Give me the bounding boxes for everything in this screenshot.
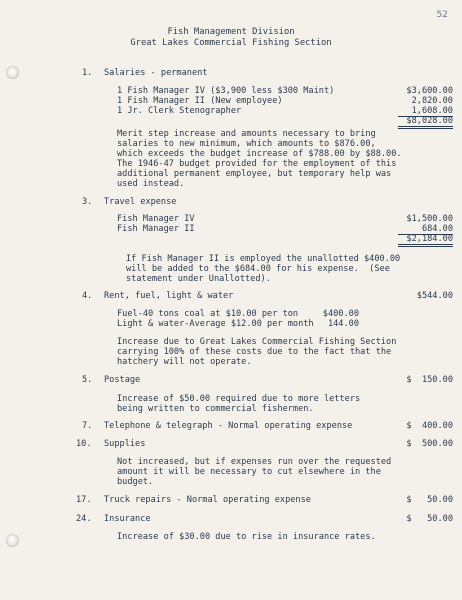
section-17-title: Truck repairs - Normal operating expense [104,495,311,505]
header-division: Fish Management Division [167,27,295,37]
section-5-amount: $ 150.00 [406,375,453,385]
s1-note-line: Merit step increase and amounts necessary to bring [117,129,376,139]
s1-note-line: additional permanent employee, but temporary help was [117,169,392,179]
section-17-amount: $ 50.00 [406,495,453,505]
section-10-amount: $ 500.00 [406,439,453,449]
section-1-number: 1. [82,68,93,78]
s10-note-line: budget. [117,477,154,487]
section-10-number: 10. [76,439,92,449]
s24-note-line: Increase of $30.00 due to rise in insurance rates. [117,532,376,542]
s4-note-line: Increase due to Great Lakes Commercial Fishing Section [117,337,397,347]
s3-total: $2,184.00 [398,234,453,247]
section-3-title: Travel expense [104,197,177,207]
section-7-number: 7. [82,421,93,431]
s5-note-line: being written to commercial fishermen. [117,404,314,414]
s3-item-label: Fish Manager II [117,224,195,234]
s4-item-amount: $400.00 [322,309,359,319]
section-5-title: Postage [104,375,141,385]
s3-note-line: will be added to the $684.00 for his expense. (See [126,264,390,274]
s1-item-amount: $3,600.00 [406,86,453,96]
section-3-number: 3. [82,197,93,207]
s1-total: $8,028.00 [398,116,453,129]
s1-item-label: 1 Fish Manager II (New employee) [117,96,283,106]
s1-item-amount: 1,608.00 [398,106,453,117]
s3-item-amount: $1,500.00 [406,214,453,224]
s1-item-amount: 2,820.00 [411,96,453,106]
page-number: 52 [436,10,448,20]
section-4-title: Rent, fuel, light & water [104,291,234,301]
s4-item-label: Fuel-40 tons coal at $10.00 per ton [117,309,299,319]
s10-note-line: Not increased, but if expenses run over the requested [117,457,392,467]
section-24-title: Insurance [104,514,151,524]
section-24-amount: $ 50.00 [406,514,453,524]
s1-note-line: The 1946-47 budget provided for the employment of this [117,159,397,169]
s5-note-line: Increase of $50.00 required due to more letters [117,394,361,404]
punch-hole [6,534,19,547]
s4-item-label: Light & water-Average $12.00 per month [117,319,314,329]
s1-item-label: 1 Jr. Clerk Stenographer [117,106,242,116]
punch-hole [6,66,19,79]
section-10-title: Supplies [104,439,146,449]
s10-note-line: amount it will be necessary to cut elsewhere in the [117,467,381,477]
section-7-title: Telephone & telegraph - Normal operating expense [104,421,353,431]
section-4-number: 4. [82,291,93,301]
s4-note-line: hatchery will not operate. [117,357,252,367]
s4-note-line: carrying 100% of these costs due to the fact that the [117,347,392,357]
section-24-number: 24. [76,514,92,524]
section-17-number: 17. [76,495,92,505]
section-4-amount: $544.00 [416,291,453,301]
section-7-amount: $ 400.00 [406,421,453,431]
s4-item-amount: 144.00 [327,319,359,329]
s1-note-line: used instead. [117,179,185,189]
s1-item-label: 1 Fish Manager IV ($3,900 less $300 Maint) [117,86,335,96]
section-5-number: 5. [82,375,93,385]
s3-note-line: If Fish Manager II is employed the unallotted $400.00 [126,254,401,264]
s3-item-label: Fish Manager IV [117,214,195,224]
s3-item-amount: 684.00 [398,224,453,235]
s1-note-line: which exceeds the budget increase of $788.00 by $88.00. [117,149,402,159]
section-1-title: Salaries - permanent [104,68,208,78]
s3-note-line: statement under Unallotted). [126,274,271,284]
header-section: Great Lakes Commercial Fishing Section [130,38,332,48]
s1-note-line: salaries to new minimum, which amounts to $876.00, [117,139,376,149]
